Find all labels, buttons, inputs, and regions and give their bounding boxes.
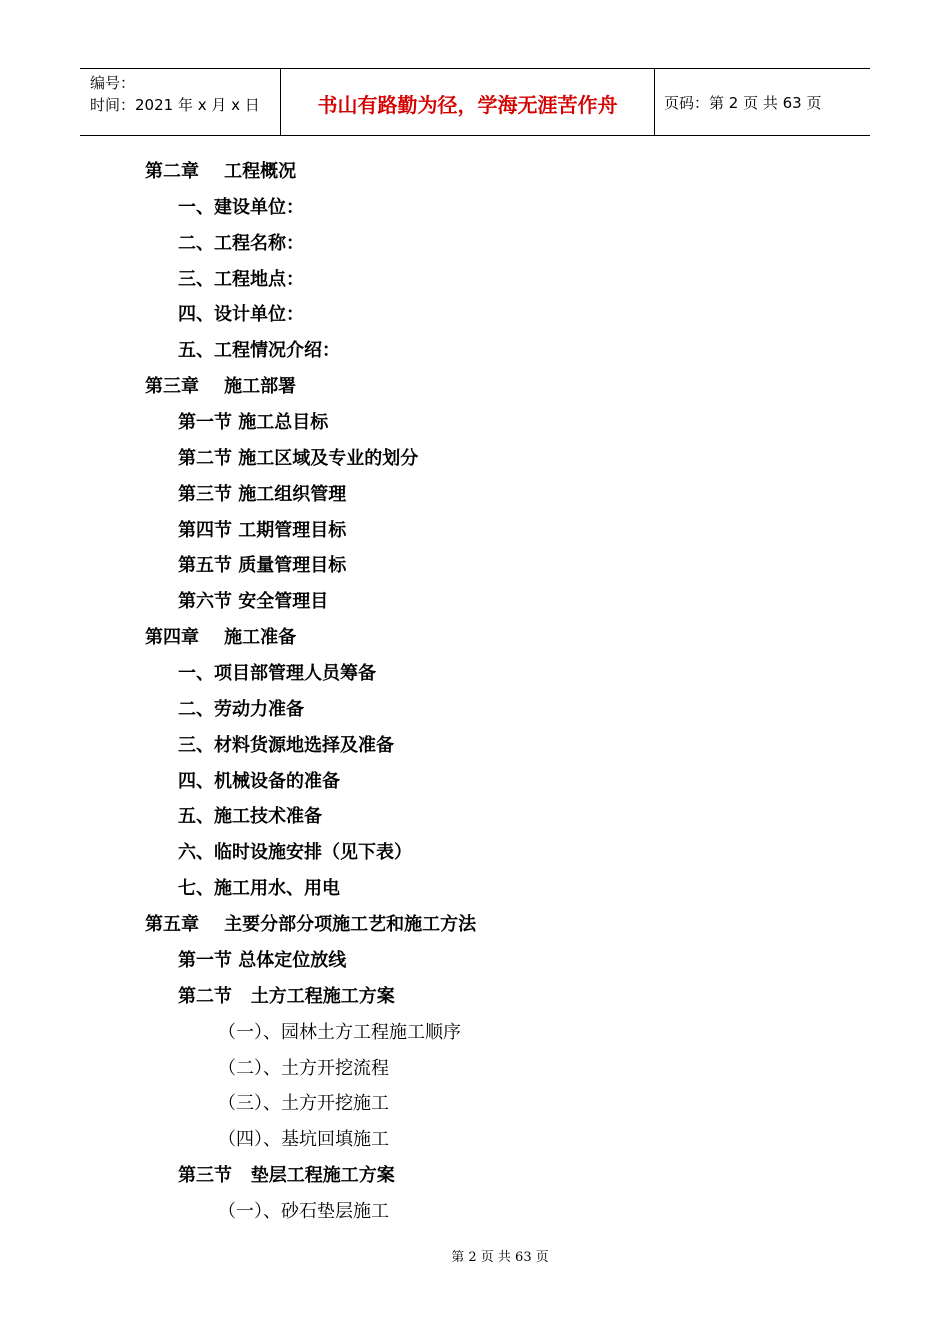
toc-subsection: （三）、土方开挖施工 — [218, 1093, 389, 1115]
toc-section: 第二节 施工区域及专业的划分 — [178, 447, 419, 469]
document-number-label: 编号： — [90, 74, 136, 92]
toc-section: 第四节 工期管理目标 — [178, 519, 347, 541]
toc-subsection: （一）、园林土方工程施工顺序 — [218, 1021, 461, 1043]
header-meta — [80, 69, 281, 135]
toc-subsection: （四）、基坑回填施工 — [218, 1129, 389, 1151]
toc-section: 五、施工技术准备 — [178, 806, 322, 828]
document-date: 时间：2021 年 x 月 x 日 — [90, 96, 260, 114]
toc-chapter: 第三章 施工部署 — [145, 376, 297, 398]
toc-chapter: 第五章 主要分部分项施工艺和施工方法 — [145, 914, 477, 936]
toc-section: 五、工程情况介绍： — [178, 340, 340, 362]
toc-section: 第二节 土方工程施工方案 — [178, 985, 395, 1007]
toc-section: 第三节 垫层工程施工方案 — [178, 1165, 395, 1187]
toc-section: 六、临时设施安排（见下表） — [178, 842, 412, 864]
toc-section: 二、劳动力准备 — [178, 698, 304, 720]
toc-section: 四、机械设备的准备 — [178, 770, 340, 792]
toc-section: 第一节 施工总目标 — [178, 412, 329, 434]
toc-subsection: （一）、砂石垫层施工 — [218, 1200, 389, 1222]
toc-section: 第五节 质量管理目标 — [178, 555, 347, 577]
toc-subsection: （二）、土方开挖流程 — [218, 1057, 389, 1079]
toc-section: 二、工程名称： — [178, 232, 304, 254]
toc-section: 四、设计单位： — [178, 304, 304, 326]
toc-section: 一、建设单位： — [178, 196, 304, 218]
header-motto: 书山有路勤为径，学海无涯苦作舟 — [281, 69, 655, 135]
toc-section: 第三节 施工组织管理 — [178, 483, 347, 505]
toc-section: 第六节 安全管理目 — [178, 591, 329, 613]
page-footer: 第 2 页 共 63 页 — [451, 1250, 549, 1265]
toc-chapter: 第四章 施工准备 — [145, 627, 297, 649]
toc-section: 七、施工用水、用电 — [178, 878, 340, 900]
toc-section: 三、材料货源地选择及准备 — [178, 734, 394, 756]
toc-section: 第一节 总体定位放线 — [178, 949, 347, 971]
toc-chapter: 第二章 工程概况 — [145, 161, 297, 182]
toc-section: 三、工程地点： — [178, 268, 304, 290]
page-header — [80, 68, 870, 136]
header-page-info: 页码：第 2 页 共 63 页 — [664, 93, 822, 112]
toc-section: 一、项目部管理人员筹备 — [178, 663, 376, 685]
